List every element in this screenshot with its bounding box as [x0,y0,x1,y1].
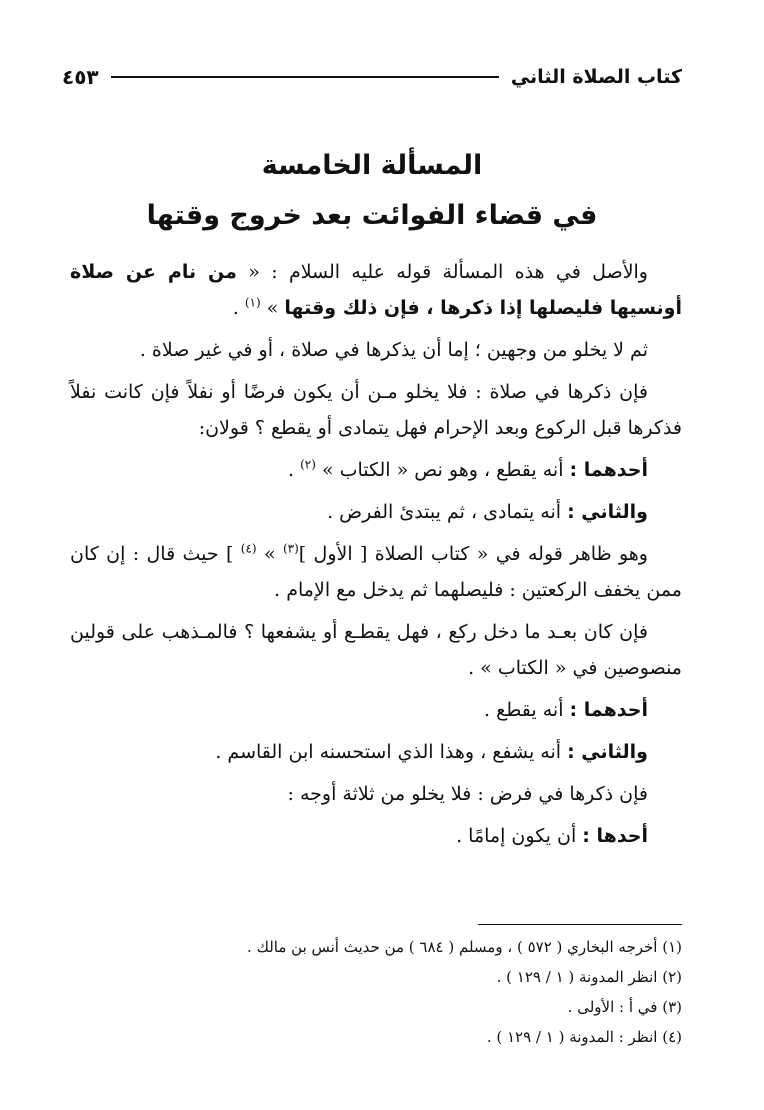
paragraph-8 [70,692,682,728]
body-text [70,254,682,860]
footnote-4: (٤) انظر : المدونة ( ١ / ١٢٩ ) . [486,1028,682,1046]
p4-label: أحدهما : [569,459,648,481]
footnote-ref-1: (١) [244,295,261,310]
paragraph-3: فإن ذكرها في صلاة : فلا يخلو مـن أن يكون فرضًا أو نفلاً فإن كانت نفلاً فذكرها قبل الركوع وبعد الإحرام فهل يتمادى أو يقطع ؟ قولان: [70,381,682,439]
p4-text: أنه يقطع ، وهو نص « الكتاب » [315,459,570,481]
p8-text: أنه يقطع . [484,699,570,721]
paragraph-1 [70,254,682,326]
p5-text: أنه يتمادى ، ثم يبتدئ الفرض . [327,501,568,523]
page-number: ٤٥٣ [62,65,99,89]
hadith-quote: من نام عن صلاة أونسيها فليصلها إذا ذكرها ، فإن ذلك وقتها [70,261,682,319]
footnotes [90,932,682,1052]
p1-close: » [260,297,285,319]
p11-label: أحدها : [582,825,648,847]
header-rule [111,76,499,78]
running-header [62,62,682,92]
paragraph-9 [70,734,682,770]
footnote-2: (٢) انظر المدونة ( ١ / ١٢٩ ) . [496,968,682,986]
footnote-ref-2: (٢) [300,457,316,472]
footnote-ref-4: (٤) [240,541,257,556]
p8-label: أحدهما : [569,699,648,721]
paragraph-10: فإن ذكرها في فرض : فلا يخلو من ثلاثة أوجه : [287,783,648,805]
header-title: كتاب الصلاة الثاني [510,66,682,88]
p6-b: » [256,543,283,565]
p11-text: أن يكون إمامًا . [456,825,583,847]
paragraph-6 [70,536,682,608]
footnote-separator [478,924,682,925]
p9-label: والثاني : [567,741,648,763]
p1-end: . [232,297,245,319]
p1-intro: والأصل في هذه المسألة قوله عليه السلام : « [236,261,648,283]
footnote-ref-3: (٣) [282,541,299,556]
footnote-1: (١) أخرجه البخاري ( ٥٧٢ ) ، ومسلم ( ٦٨٤ ) من حديث أنس بن مالك . [247,938,682,956]
paragraph-11 [70,818,682,854]
footnote-3: (٣) في أ : الأولى . [567,998,682,1016]
section-subtitle: في قضاء الفوائت بعد خروج وقتها [146,200,598,231]
paragraph-5 [70,494,682,530]
section-title: المسألة الخامسة [261,150,483,181]
p4-end: . [287,459,301,481]
paragraph-2: ثم لا يخلو من وجهين ؛ إما أن يذكرها في صلاة ، أو في غير صلاة . [139,339,648,361]
p6-c: ] حيث قال : إن كان ممن يخفف الركعتين : فليصلهما ثم يدخل مع الإمام . [70,543,682,601]
paragraph-7: فإن كان بعـد ما دخل ركع ، فهل يقطـع أو يشفعها ؟ فالمـذهب على قولين منصوصين في « الكتاب » . [70,621,682,679]
p6-a: وهو ظاهر قوله في « كتاب الصلاة [ الأول ] [298,543,648,565]
paragraph-4 [70,452,682,488]
p5-label: والثاني : [567,501,648,523]
p9-text: أنه يشفع ، وهذا الذي استحسنه ابن القاسم . [215,741,568,763]
